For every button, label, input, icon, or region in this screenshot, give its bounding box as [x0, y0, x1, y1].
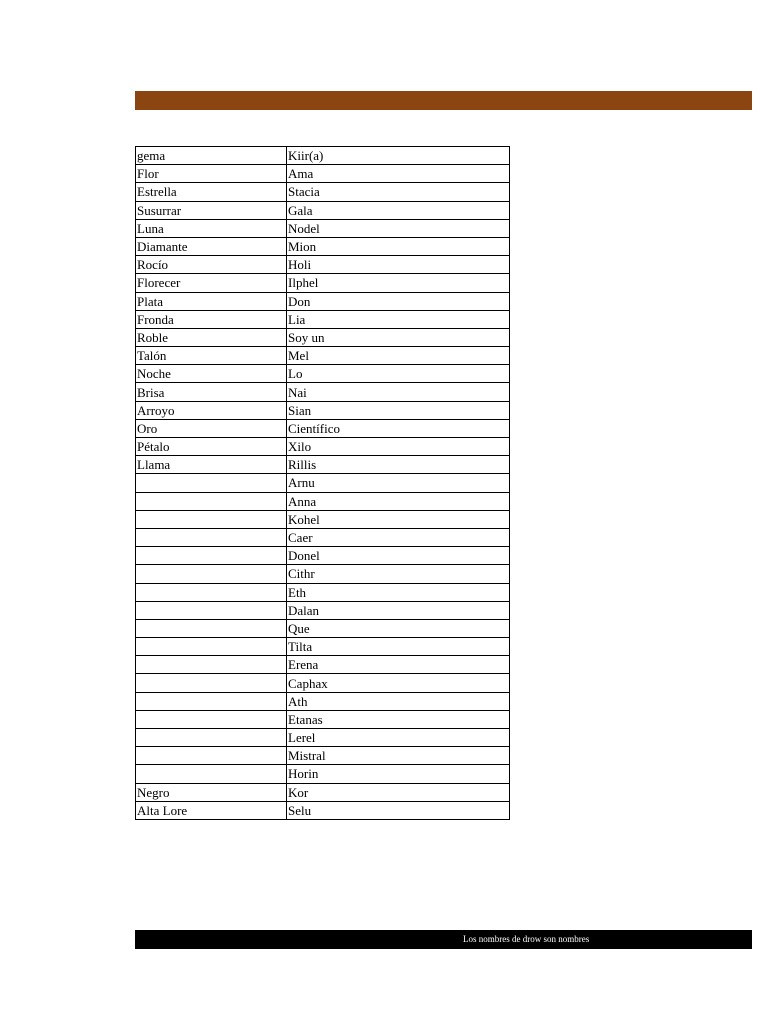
- table-cell-spanish: Fronda: [136, 310, 287, 328]
- table-cell-spanish: [136, 674, 287, 692]
- table-row: [136, 674, 510, 692]
- table-row: [136, 783, 510, 801]
- table-row: [136, 565, 510, 583]
- table-row: [136, 183, 510, 201]
- table-cell-spanish: [136, 747, 287, 765]
- table-cell-drow: Nai: [287, 383, 510, 401]
- table-row: [136, 147, 510, 165]
- table-cell-spanish: [136, 619, 287, 637]
- footer-bar: [135, 930, 752, 949]
- table-row: [136, 456, 510, 474]
- table-cell-drow: Anna: [287, 492, 510, 510]
- table-row: [136, 583, 510, 601]
- table-row: [136, 692, 510, 710]
- table-row: [136, 438, 510, 456]
- table-cell-drow: Ama: [287, 165, 510, 183]
- word-table: [135, 146, 510, 820]
- table-cell-spanish: [136, 656, 287, 674]
- table-row: [136, 383, 510, 401]
- table-cell-drow: Kor: [287, 783, 510, 801]
- table-row: [136, 656, 510, 674]
- table-cell-spanish: [136, 528, 287, 546]
- table-cell-spanish: Diamante: [136, 237, 287, 255]
- table-cell-drow: Eth: [287, 583, 510, 601]
- table-cell-drow: Ath: [287, 692, 510, 710]
- table-cell-spanish: Noche: [136, 365, 287, 383]
- table-row: [136, 256, 510, 274]
- table-cell-drow: Erena: [287, 656, 510, 674]
- table-cell-drow: Rillis: [287, 456, 510, 474]
- table-cell-drow: Que: [287, 619, 510, 637]
- table-cell-drow: Dalan: [287, 601, 510, 619]
- word-table-body: [136, 147, 510, 820]
- table-cell-drow: Etanas: [287, 710, 510, 728]
- table-row: [136, 710, 510, 728]
- table-cell-spanish: [136, 729, 287, 747]
- table-row: [136, 729, 510, 747]
- table-cell-spanish: [136, 474, 287, 492]
- table-cell-spanish: Plata: [136, 292, 287, 310]
- header-bar: [135, 91, 752, 110]
- table-cell-spanish: [136, 565, 287, 583]
- table-cell-spanish: Luna: [136, 219, 287, 237]
- table-row: [136, 638, 510, 656]
- table-cell-spanish: Susurrar: [136, 201, 287, 219]
- table-row: [136, 747, 510, 765]
- table-cell-spanish: [136, 510, 287, 528]
- table-row: [136, 492, 510, 510]
- table-cell-spanish: [136, 492, 287, 510]
- table-row: [136, 310, 510, 328]
- table-cell-spanish: [136, 583, 287, 601]
- table-cell-drow: Mion: [287, 237, 510, 255]
- table-row: [136, 328, 510, 346]
- table-cell-spanish: Oro: [136, 419, 287, 437]
- table-cell-spanish: Llama: [136, 456, 287, 474]
- table-row: [136, 401, 510, 419]
- table-cell-drow: Lerel: [287, 729, 510, 747]
- table-cell-drow: Kiir(a): [287, 147, 510, 165]
- table-row: [136, 619, 510, 637]
- table-row: [136, 528, 510, 546]
- table-cell-spanish: [136, 601, 287, 619]
- table-cell-drow: Stacia: [287, 183, 510, 201]
- table-row: [136, 510, 510, 528]
- table-row: [136, 765, 510, 783]
- table-cell-drow: Tilta: [287, 638, 510, 656]
- table-cell-spanish: Talón: [136, 347, 287, 365]
- table-row: [136, 165, 510, 183]
- table-row: [136, 274, 510, 292]
- table-cell-drow: Soy un: [287, 328, 510, 346]
- table-cell-spanish: Roble: [136, 328, 287, 346]
- table-cell-spanish: gema: [136, 147, 287, 165]
- table-cell-drow: Caer: [287, 528, 510, 546]
- footer-text: Los nombres de drow son nombres: [463, 934, 590, 944]
- table-cell-drow: Horin: [287, 765, 510, 783]
- table-cell-spanish: Pétalo: [136, 438, 287, 456]
- table-cell-drow: Sian: [287, 401, 510, 419]
- table-cell-drow: Gala: [287, 201, 510, 219]
- table-row: [136, 292, 510, 310]
- table-cell-drow: Caphax: [287, 674, 510, 692]
- table-cell-drow: Lo: [287, 365, 510, 383]
- table-cell-drow: Científico: [287, 419, 510, 437]
- table-row: [136, 347, 510, 365]
- table-cell-drow: Holi: [287, 256, 510, 274]
- table-cell-spanish: Arroyo: [136, 401, 287, 419]
- table-row: [136, 237, 510, 255]
- table-cell-spanish: Estrella: [136, 183, 287, 201]
- table-cell-spanish: [136, 547, 287, 565]
- table-cell-spanish: Brisa: [136, 383, 287, 401]
- table-cell-drow: Mel: [287, 347, 510, 365]
- table-row: [136, 201, 510, 219]
- table-cell-drow: Don: [287, 292, 510, 310]
- table-cell-drow: Cithr: [287, 565, 510, 583]
- table-cell-spanish: Alta Lore: [136, 801, 287, 819]
- table-cell-spanish: Florecer: [136, 274, 287, 292]
- table-cell-drow: Lia: [287, 310, 510, 328]
- table-cell-spanish: [136, 710, 287, 728]
- table-cell-drow: Kohel: [287, 510, 510, 528]
- table-cell-drow: Mistral: [287, 747, 510, 765]
- table-row: [136, 365, 510, 383]
- table-cell-drow: Ilphel: [287, 274, 510, 292]
- table-cell-spanish: [136, 692, 287, 710]
- table-row: [136, 601, 510, 619]
- table-cell-spanish: [136, 765, 287, 783]
- table-row: [136, 419, 510, 437]
- table-row: [136, 474, 510, 492]
- table-row: [136, 547, 510, 565]
- table-cell-spanish: [136, 638, 287, 656]
- table-row: [136, 801, 510, 819]
- table-cell-drow: Donel: [287, 547, 510, 565]
- table-cell-drow: Xilo: [287, 438, 510, 456]
- table-cell-drow: Selu: [287, 801, 510, 819]
- table-cell-spanish: Rocío: [136, 256, 287, 274]
- table-cell-spanish: Negro: [136, 783, 287, 801]
- table-cell-spanish: Flor: [136, 165, 287, 183]
- table-row: [136, 219, 510, 237]
- table-cell-drow: Nodel: [287, 219, 510, 237]
- table-cell-drow: Arnu: [287, 474, 510, 492]
